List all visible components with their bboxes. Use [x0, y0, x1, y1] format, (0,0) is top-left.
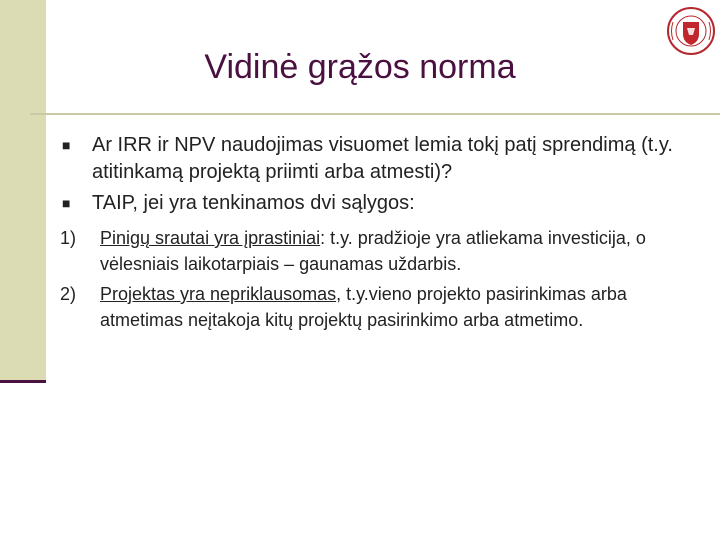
decorative-side-bar [0, 0, 46, 380]
university-crest-icon [666, 4, 716, 58]
title-divider [30, 113, 720, 115]
item-description: , t.y.vieno projekto pasirinkimas arba atmetimas neįtakoja kitų projektų pasirinkimo arba atmetimo. [100, 284, 627, 330]
bullet-text: Ar IRR ir NPV naudojimas visuomet lemia tokį patį sprendimą (t.y. atitinkamą projektą priimti arba atmesti)? [92, 134, 673, 183]
bullet-item [62, 132, 702, 186]
item-description: : t.y. pradžioje yra atliekama investicija, o vėlesniais laikotarpiais – gaunamas uždarbis. [100, 228, 646, 274]
bullet-item [62, 190, 702, 217]
bullet-text: TAIP, jei yra tenkinamos dvi sąlygos: [92, 192, 415, 214]
slide-title: Vidinė grąžos norma [204, 48, 516, 86]
numbered-list [60, 225, 702, 333]
item-term: Pinigų srautai yra įprastiniai [100, 228, 321, 248]
square-bullet-icon: ■ [62, 137, 71, 153]
item-term: Projektas yra nepriklausomas [100, 284, 337, 304]
numbered-item [60, 225, 702, 277]
item-number: 1) [60, 228, 77, 248]
square-bullet-icon: ■ [62, 195, 71, 211]
numbered-item [60, 281, 702, 333]
slide-body [62, 132, 702, 337]
item-number: 2) [60, 284, 77, 304]
side-bar-accent-line [0, 380, 46, 383]
